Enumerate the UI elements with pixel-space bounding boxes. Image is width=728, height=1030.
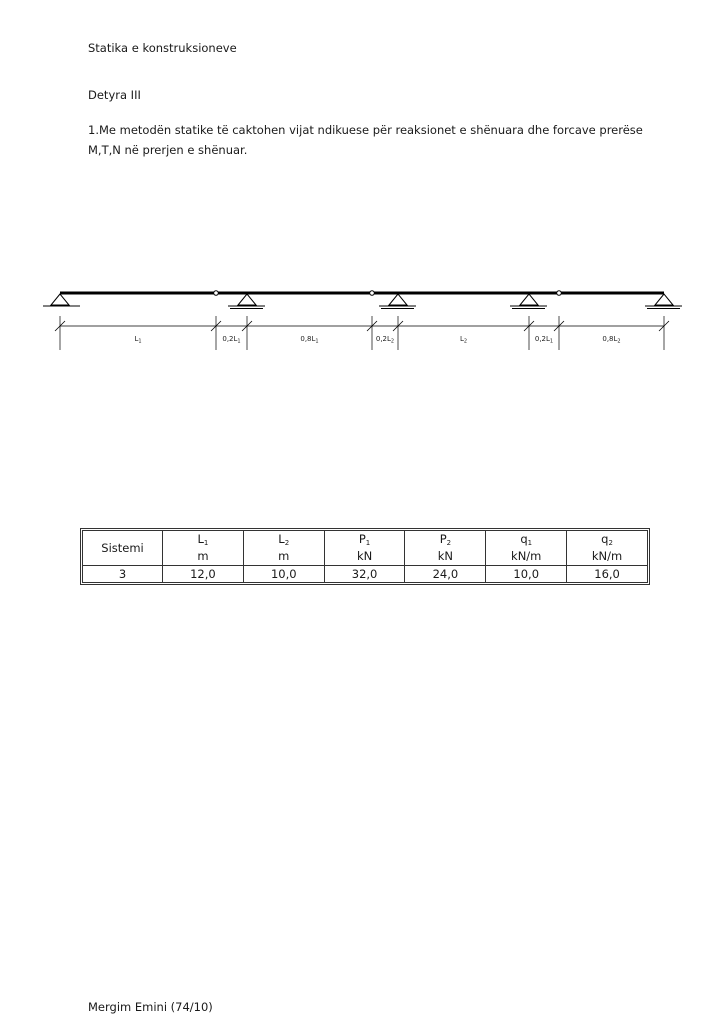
header-col-q1: $q_1$ kN/m (486, 531, 567, 566)
dimension-ticks (55, 316, 669, 350)
header-unit: kN/m (591, 549, 623, 563)
header-unit: kN (437, 549, 454, 563)
header-unit: m (278, 549, 290, 563)
dimension-label-3: $0,8L_1$ (300, 335, 319, 345)
table-cell-5: 10,0 (486, 566, 567, 583)
table-header-row (83, 531, 648, 566)
system-data-table (82, 530, 648, 583)
header-col-p1: $P_1$ kN (324, 531, 405, 566)
header-col-q2: $q_2$ kN/m (567, 531, 648, 566)
roller-support-2 (379, 294, 416, 309)
dimension-label-7: $0,8L_2$ (602, 335, 621, 345)
header-unit: kN (356, 549, 373, 563)
hinge-2 (370, 291, 375, 296)
task-description-line-1: 1.Me metodën statike të caktohen vijat ndikuese për reaksionet e shënuara dhe forcave prerëse (88, 123, 643, 137)
dimension-label-5: $L_2$ (459, 335, 468, 345)
beam-structure-diagram (0, 270, 728, 360)
roller-support-3 (510, 294, 547, 309)
supports (43, 294, 682, 309)
header-unit: kN/m (511, 549, 542, 563)
dimension-label-4: $0,2L_2$ (375, 335, 395, 345)
dimension-labels (134, 335, 620, 345)
roller-support-1 (228, 294, 265, 309)
table-cell-4: 24,0 (405, 566, 486, 583)
header-unit: m (197, 549, 209, 563)
task-title: Detyra III (88, 88, 141, 102)
cell-system-number: 3 (83, 566, 163, 583)
header-col-l2: $L_2$ m (243, 531, 324, 566)
table-cell-6: 16,0 (567, 566, 648, 583)
document-header-title: Statika e konstruksioneve (88, 41, 237, 55)
fixed-support-left (43, 294, 80, 306)
table-row (83, 566, 648, 583)
header-col-p2: $P_2$ kN (405, 531, 486, 566)
hinge-3 (557, 291, 562, 296)
table-cell-2: 10,0 (243, 566, 324, 583)
table-cell-3: 32,0 (324, 566, 405, 583)
table-cell-1: 12,0 (163, 566, 244, 583)
hinge-1 (214, 291, 219, 296)
task-description-line-2: M,T,N në prerjen e shënuar. (88, 143, 248, 157)
header-col-l1: $L_1$ m (163, 531, 244, 566)
dimension-label-2: $0,2L_1$ (222, 335, 241, 345)
dimension-label-1: $L_1$ (134, 335, 142, 345)
dimension-label-6: $0,2L_1$ (534, 335, 554, 345)
header-sistemi: Sistemi (83, 531, 163, 566)
roller-support-right (645, 294, 682, 309)
footer-author: Mergim Emini (74/10) (88, 1000, 213, 1014)
